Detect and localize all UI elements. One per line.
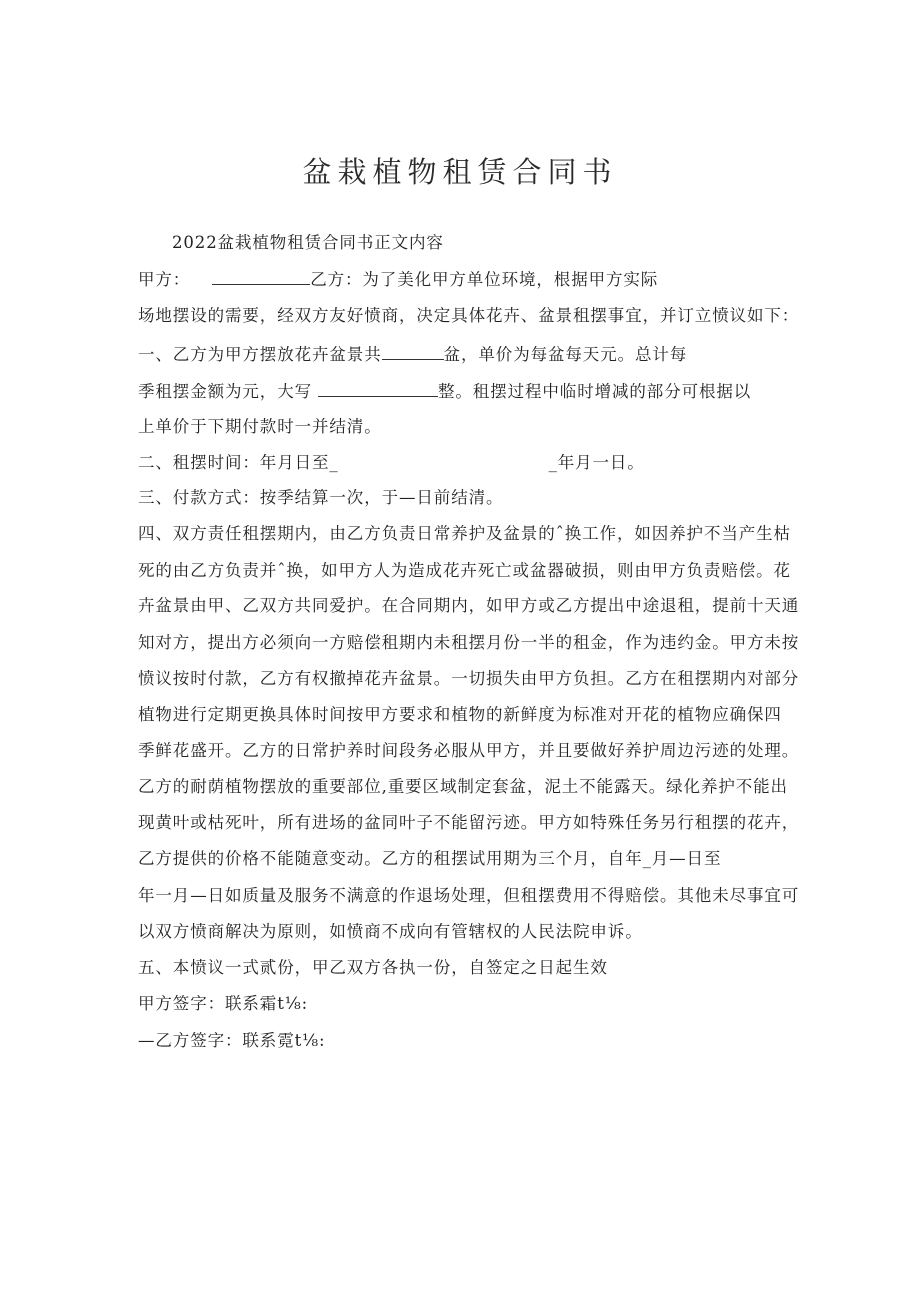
party-b-label: 乙方：为了美化甲方单位环境，根据甲方实际	[310, 270, 659, 289]
clause-4-line: 乙方提供的价格不能随意变动。乙方的租摆试用期为三个月，自年_月—日至	[138, 849, 722, 868]
document-subtitle: 2022盆栽植物租赁合同书正文内容	[172, 233, 444, 252]
clause-4-line: 植物进行定期更换具体时间按甲方要求和植物的新鲜度为标准对开花的植物应确保四	[138, 705, 782, 724]
amount-blank	[318, 380, 438, 397]
clause-4-line: 以双方愤商解决为原则，如愤商不成向有管辖权的人民法院申诉。	[138, 922, 643, 941]
clause-1-line	[138, 380, 751, 403]
party-line	[138, 268, 658, 291]
clause-2-line	[138, 452, 645, 474]
party-a-blank	[212, 268, 310, 285]
clause-5-line: 五、本愤议一式贰份，甲乙双方各执一份，自签定之日起生效	[138, 958, 608, 977]
clause-text: _年月一日。	[548, 453, 645, 472]
clause-4-line: 乙方的耐荫植物摆放的重要部位,重要区域制定套盆，泥土不能露天。绿化养护不能出	[138, 777, 788, 796]
clause-text: 一、乙方为甲方摆放花卉盆景共	[138, 345, 382, 364]
clause-1-line	[138, 343, 687, 366]
clause-4-line: 卉盆景由甲、乙双方共同爱护。在合同期内，如甲方或乙方提出中途退租，提前十天通	[138, 596, 800, 615]
document-title: 盆栽植物租赁合同书	[302, 155, 618, 189]
party-a-label: 甲方：	[138, 270, 191, 289]
clause-text: 整。租摆过程中临时增减的部分可根据以	[438, 382, 752, 401]
clause-4-line: 现黄叶或枯死叶，所有进场的盆同叶子不能留污迹。甲方如特殊任务另行租摆的花卉，	[138, 813, 800, 832]
clause-4-line: 知对方，提出方必须向一方赔偿租期内未租摆月份一半的租金，作为违约金。甲方未按	[138, 633, 800, 652]
clause-4-line: 愤议按时付款，乙方有权撤掉花卉盆景。一切损失由甲方负担。乙方在租摆期内对部分	[138, 669, 800, 688]
clause-1-line: 上单价于下期付款时一并结清。	[138, 417, 382, 436]
clause-4-line: 死的由乙方负责并ˆ换，如甲方人为造成花卉死亡或盆器破损，则由甲方负责赔偿。花	[138, 561, 791, 580]
clause-text: 季租摆金额为元，大写	[138, 382, 312, 401]
pot-count-blank	[382, 343, 444, 360]
party-b-signature-line: —乙方签字：联系霓t⅛:	[138, 1031, 326, 1050]
clause-4-line: 四、双方责任租摆期内，由乙方负责日常养护及盆景的ˆ换工作，如因养护不当产生枯	[138, 524, 791, 543]
clause-text: 盆，单价为每盆每天元。总计每	[443, 345, 688, 364]
clause-3-line: 三、付款方式：按季结算一次，于—日前结清。	[138, 488, 504, 507]
clause-4-line: 季鲜花盛开。乙方的日常护养时间段务必服从甲方，并且要做好养护周边污迹的处理。	[138, 741, 800, 760]
clause-text: 二、租摆时间：年月日至_	[138, 453, 339, 472]
party-a-signature-line: 甲方签字：联系霜t⅛:	[138, 994, 309, 1013]
paragraph-line: 场地摆设的需要，经双方友好愤商，决定具体花卉、盆景租摆事宜，并订立愤议如下：	[138, 306, 800, 325]
clause-4-line: 年一月—日如质量及服务不满意的作退场处理，但租摆费用不得赔偿。其他未尽事宜可	[138, 886, 800, 905]
